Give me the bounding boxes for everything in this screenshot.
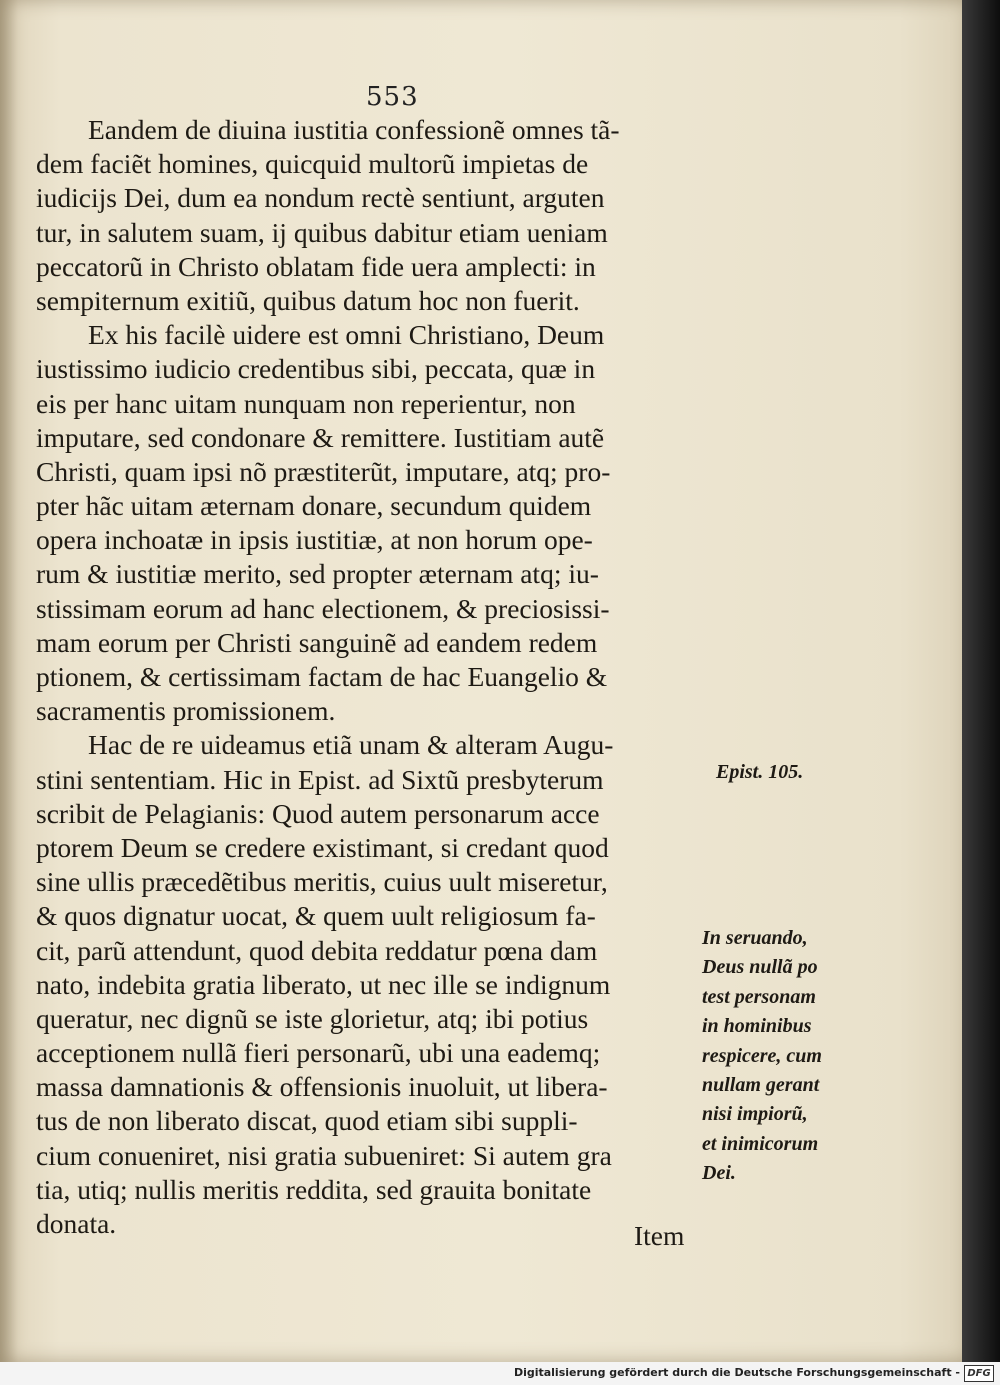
margin-note-line: Deus nullã po	[702, 956, 818, 979]
text-line: Ex his facilè uidere est omni Christiano, Deum	[88, 319, 605, 351]
margin-note-line: nullam gerant	[702, 1074, 820, 1097]
text-line: cit, parũ attendunt, quod debita reddatur pœna dam	[36, 934, 598, 966]
margin-note-line: Dei.	[702, 1162, 736, 1185]
margin-note-line: in hominibus	[702, 1015, 812, 1038]
text-line: ptionem, & certissimam factam de hac Euangelio &	[36, 661, 608, 692]
text-line: pter hãc uitam æternam donare, secundum quidem	[36, 490, 592, 522]
page-number: 553	[366, 82, 419, 112]
margin-note-line: respicere, cum	[702, 1044, 822, 1067]
text-line: sacramentis promissionem.	[36, 695, 336, 727]
margin-note-line: nisi impiorũ,	[702, 1103, 808, 1126]
text-line: massa damnationis & offensionis inuoluit, ut libera-	[36, 1071, 608, 1103]
text-line: tia, utiq; nullis meritis reddita, sed grauita bonitate	[36, 1173, 592, 1205]
margin-note-line: In seruando,	[702, 927, 808, 949]
text-line: dem faciẽt homines, quicquid multorũ impietas de	[36, 148, 589, 180]
text-line: tus de non liberato discat, quod etiam sibi suppli-	[36, 1105, 578, 1137]
page-edge	[962, 0, 1000, 1362]
text-line: peccatorũ in Christo oblatam fide uera amplecti: in	[36, 250, 596, 282]
dfg-logo: DFG	[964, 1365, 994, 1382]
text-line: sempiternum exitiũ, quibus datum hoc non fuerit.	[36, 284, 580, 316]
text-line: queratur, nec dignũ se iste glorietur, atq; ibi potius	[36, 1002, 589, 1034]
catchword: Item	[634, 1220, 685, 1251]
footer-credit: Digitalisierung gefördert durch die Deutsche Forschungsgemeinschaft -	[513, 1366, 960, 1379]
text-line: nato, indebita gratia liberato, ut nec ille se indignum	[36, 968, 611, 1000]
text-line: ptorem Deum se credere existimant, si credant quod	[36, 831, 609, 863]
margin-reference: Epist. 105.	[716, 761, 804, 783]
margin-note-line: et inimicorum	[702, 1132, 819, 1155]
text-line: opera inchoatæ in ipsis iustitiæ, at non horum ope-	[36, 524, 593, 556]
text-line: tur, in salutem suam, ij quibus dabitur etiam ueniam	[36, 216, 608, 248]
text-line: & quos dignatur uocat, & quem uult religiosum fa-	[36, 900, 596, 932]
text-line: Christi, quam ipsi nõ præstiterũt, imputare, atq; pro-	[36, 455, 611, 487]
text-line: Eandem de diuina iustitia confessionẽ omnes tã-	[88, 114, 620, 145]
text-line: stini sententiam. Hic in Epist. ad Sixtũ presbyterum	[36, 763, 604, 795]
text-line: mam eorum per Christi sanguinẽ ad eandem redem	[36, 626, 598, 658]
margin-note	[702, 924, 822, 1189]
text-line: eis per hanc uitam nunquam non reperientur, non	[36, 387, 576, 419]
margin-note-line: test personam	[702, 985, 816, 1008]
text-line: scribit de Pelagianis: Quod autem personarum acce	[36, 797, 600, 829]
text-line: acceptionem nullã fieri personarũ, ubi una eademq;	[36, 1037, 601, 1069]
text-line: rum & iustitiæ merito, sed propter æternam atq; iu-	[36, 558, 599, 590]
text-line: sine ullis præcedẽtibus meritis, cuius uult miseretur,	[36, 866, 608, 898]
text-line: iustissimo iudicio credentibus sibi, peccata, quæ in	[36, 353, 596, 385]
text-line: stissimam eorum ad hanc electionem, & preciosissi-	[36, 592, 610, 624]
body-text	[36, 113, 716, 1241]
text-line: donata.	[36, 1208, 117, 1239]
text-line: imputare, sed condonare & remittere. Iustitiam autẽ	[36, 421, 605, 453]
text-line: Hac de re uideamus etiã unam & alteram Augu-	[88, 729, 614, 761]
text-line: iudicijs Dei, dum ea nondum rectè sentiunt, arguten	[36, 182, 605, 214]
text-line: cium conueniret, nisi gratia subueniret: Si autem gra	[36, 1139, 612, 1171]
